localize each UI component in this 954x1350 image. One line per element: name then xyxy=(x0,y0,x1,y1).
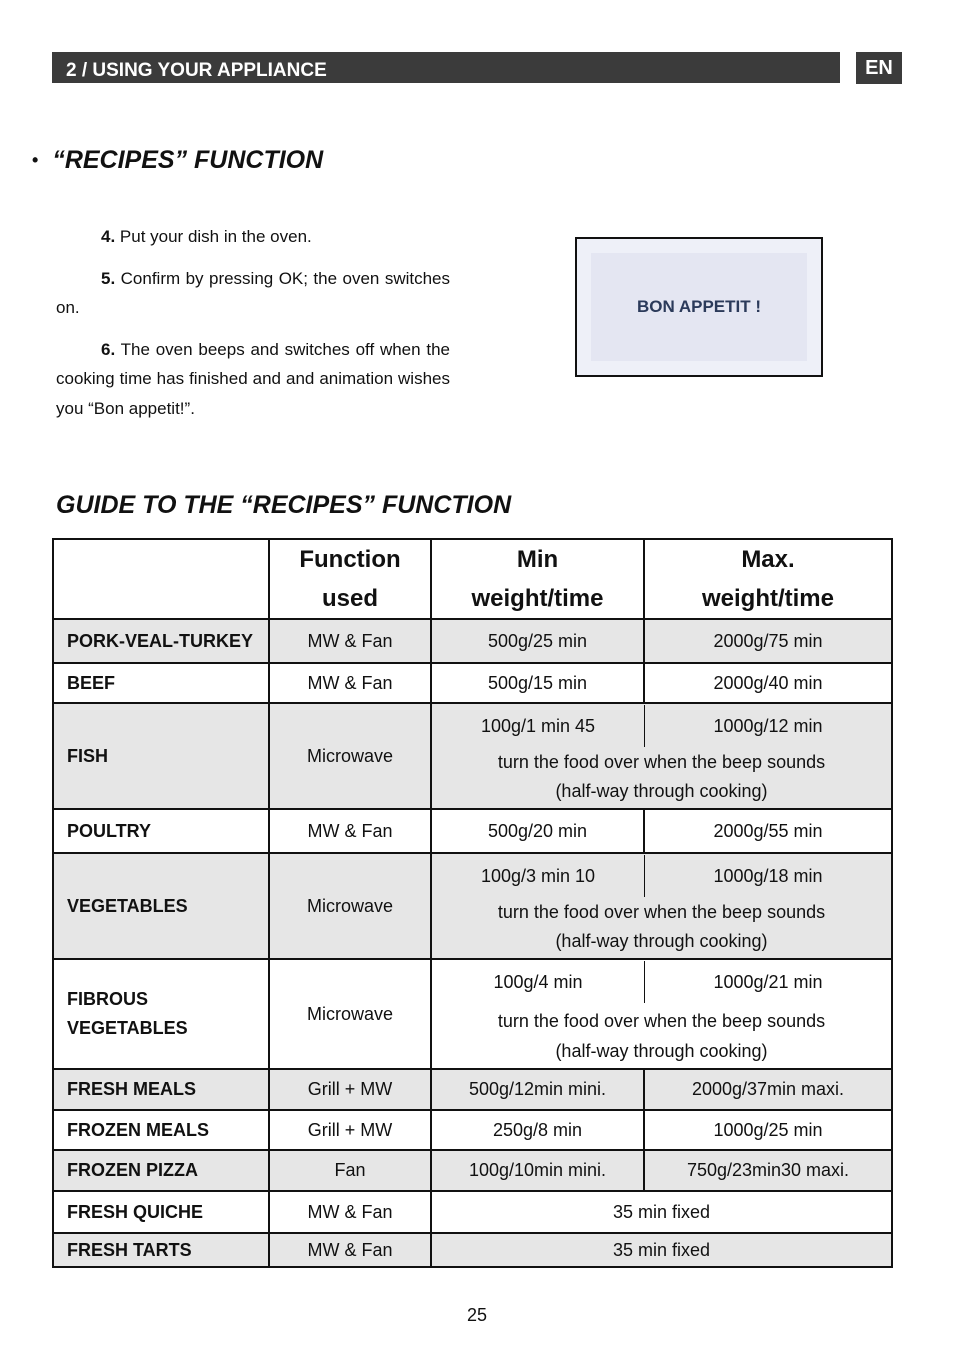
function-cell: MW & Fan xyxy=(269,1233,431,1267)
function-cell: Grill + MW xyxy=(269,1069,431,1110)
section-title xyxy=(32,146,323,175)
oven-display-illustration xyxy=(575,237,823,377)
min-cell: 500g/12min mini. xyxy=(431,1069,644,1110)
step-item xyxy=(56,222,450,252)
table-row xyxy=(53,663,892,703)
oven-display-screen xyxy=(591,253,807,361)
step-number: 5. xyxy=(101,268,116,288)
header-line: weight/time xyxy=(471,585,604,612)
min-cell: 100g/1 min 45 xyxy=(432,705,645,747)
table-row xyxy=(53,1150,892,1191)
turn-food-note xyxy=(432,748,891,808)
weight-time-cell xyxy=(431,703,892,809)
table-row xyxy=(53,703,892,809)
min-cell: 500g/15 min xyxy=(431,663,644,703)
min-cell: 100g/3 min 10 xyxy=(432,855,645,897)
fixed-time-cell: 35 min fixed xyxy=(431,1191,892,1233)
min-cell: 100g/4 min xyxy=(432,961,645,1003)
step-text: The oven beeps and switches off when the cooking time has finished and and animation wishes you “Bon appetit!”. xyxy=(56,339,450,418)
recipe-name: FRESH TARTS xyxy=(53,1233,269,1267)
guide-title: GUIDE TO THE “RECIPES” FUNCTION xyxy=(56,491,512,519)
table-row xyxy=(53,1069,892,1110)
recipe-name: PORK-VEAL-TURKEY xyxy=(53,619,269,663)
recipe-name-line: VEGETABLES xyxy=(67,1018,188,1038)
weight-split xyxy=(432,854,891,898)
recipe-name: POULTRY xyxy=(53,809,269,853)
function-cell: Grill + MW xyxy=(269,1110,431,1150)
turn-food-note xyxy=(432,898,891,958)
table-row xyxy=(53,1191,892,1233)
min-cell: 250g/8 min xyxy=(431,1110,644,1150)
bullet-icon: • xyxy=(32,150,39,170)
note-line: turn the food over when the beep sounds xyxy=(497,902,826,922)
table-row xyxy=(53,959,892,1069)
function-cell: MW & Fan xyxy=(269,1191,431,1233)
function-cell: Fan xyxy=(269,1150,431,1191)
min-cell: 500g/25 min xyxy=(431,619,644,663)
function-cell: Microwave xyxy=(269,959,431,1069)
function-cell: MW & Fan xyxy=(269,619,431,663)
note-line: turn the food over when the beep sounds xyxy=(497,1011,826,1031)
turn-food-note xyxy=(432,1004,891,1068)
header-line: Min xyxy=(516,546,559,573)
header-line: Max. xyxy=(741,546,795,573)
weight-split xyxy=(432,704,891,748)
note-line: (half-way through cooking) xyxy=(555,931,768,951)
steps-list xyxy=(56,222,450,435)
header-cell-empty xyxy=(53,539,269,619)
max-cell: 1000g/18 min xyxy=(713,866,823,886)
recipe-name: FROZEN MEALS xyxy=(53,1110,269,1150)
note-line: turn the food over when the beep sounds xyxy=(497,752,826,772)
recipe-name xyxy=(53,959,269,1069)
step-number: 4. xyxy=(101,227,116,246)
recipe-name: BEEF xyxy=(53,663,269,703)
max-cell: 2000g/55 min xyxy=(644,809,892,853)
step-number: 6. xyxy=(101,339,116,359)
min-cell: 500g/20 min xyxy=(431,809,644,853)
max-cell: 2000g/37min maxi. xyxy=(644,1069,892,1110)
page-number: 25 xyxy=(466,1305,488,1325)
function-cell: MW & Fan xyxy=(269,809,431,853)
section-title-text: “RECIPES” FUNCTION xyxy=(52,146,324,174)
recipe-name: FRESH QUICHE xyxy=(53,1191,269,1233)
section-header-bar xyxy=(52,52,840,83)
recipe-name: VEGETABLES xyxy=(53,853,269,959)
max-cell: 1000g/12 min xyxy=(713,716,823,736)
fixed-time-cell: 35 min fixed xyxy=(431,1233,892,1267)
recipe-name-line: FIBROUS xyxy=(67,989,148,1009)
weight-time-cell xyxy=(431,853,892,959)
recipe-name: FISH xyxy=(53,703,269,809)
table-row xyxy=(53,619,892,663)
header-line: Function xyxy=(299,546,401,573)
header-line: used xyxy=(321,585,378,612)
header-cell-function xyxy=(269,539,431,619)
header-cell-max xyxy=(644,539,892,619)
recipe-name: FROZEN PIZZA xyxy=(53,1150,269,1191)
function-cell: MW & Fan xyxy=(269,663,431,703)
function-cell: Microwave xyxy=(269,853,431,959)
weight-time-cell xyxy=(431,959,892,1069)
section-header-title: 2 / USING YOUR APPLIANCE xyxy=(66,60,327,81)
table-row xyxy=(53,1233,892,1267)
max-cell: 2000g/40 min xyxy=(644,663,892,703)
weight-split xyxy=(432,960,891,1004)
header-cell-min xyxy=(431,539,644,619)
min-cell: 100g/10min mini. xyxy=(431,1150,644,1191)
max-cell: 1000g/21 min xyxy=(713,972,823,992)
max-cell: 750g/23min30 maxi. xyxy=(644,1150,892,1191)
recipe-name: FRESH MEALS xyxy=(53,1069,269,1110)
table-header-row xyxy=(53,539,892,619)
max-cell: 1000g/25 min xyxy=(644,1110,892,1150)
function-cell: Microwave xyxy=(269,703,431,809)
note-line: (half-way through cooking) xyxy=(555,781,768,801)
step-text: Put your dish in the oven. xyxy=(115,227,312,246)
step-item xyxy=(56,335,450,424)
note-line: (half-way through cooking) xyxy=(555,1041,768,1061)
header-line: weight/time xyxy=(701,585,834,612)
table-row xyxy=(53,809,892,853)
step-item xyxy=(56,264,450,323)
oven-display-text: BON APPETIT ! xyxy=(636,297,762,316)
table-row xyxy=(53,1110,892,1150)
table-row xyxy=(53,853,892,959)
recipes-guide-table xyxy=(52,538,893,1268)
language-badge: EN xyxy=(856,52,902,84)
max-cell: 2000g/75 min xyxy=(644,619,892,663)
step-text: Confirm by pressing OK; the oven switches on. xyxy=(56,268,450,317)
